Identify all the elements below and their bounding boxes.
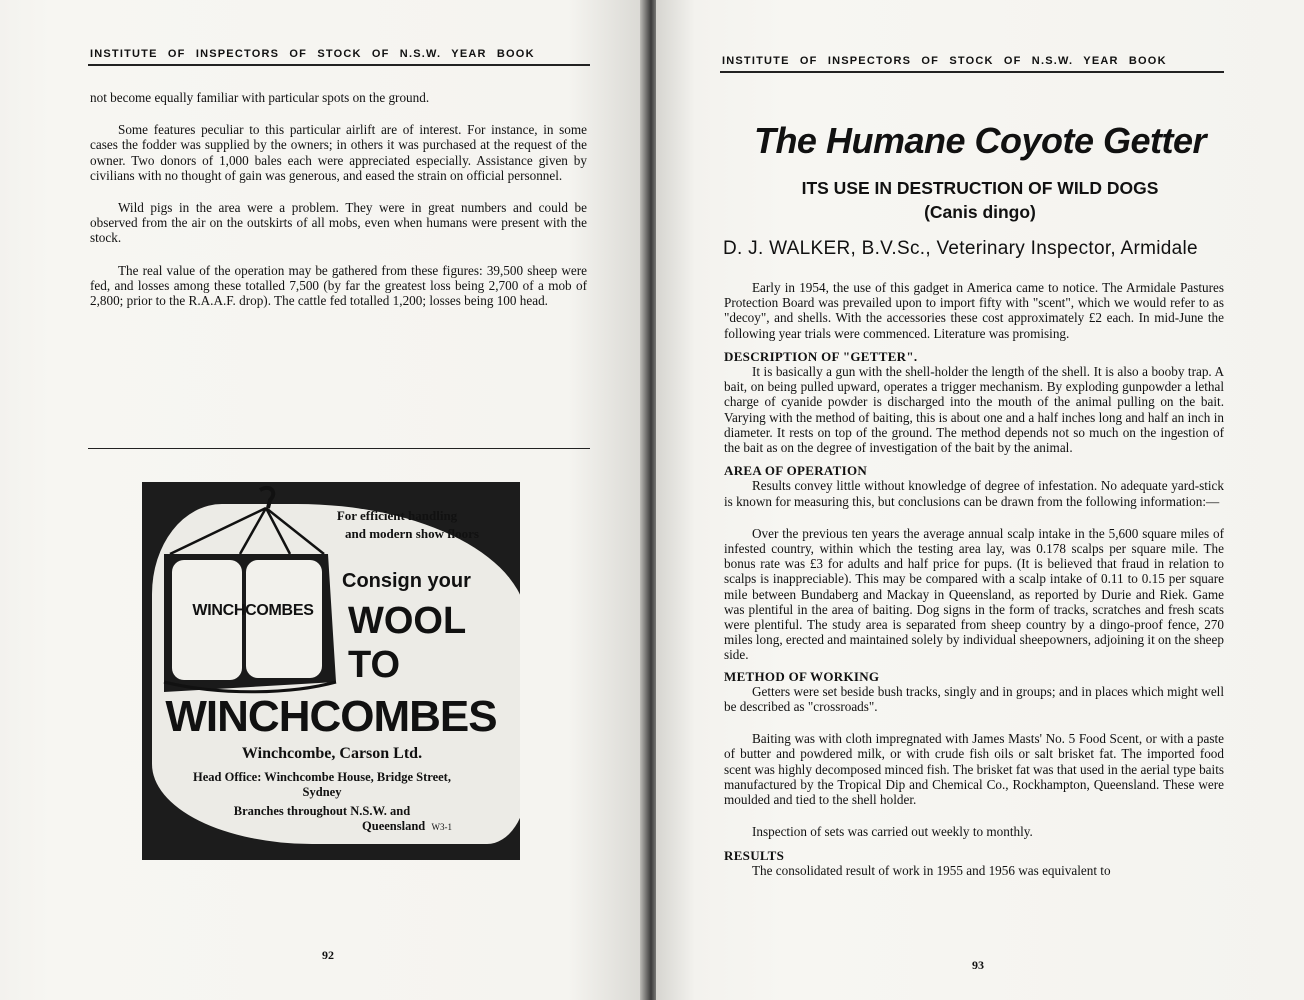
- paragraph: Wild pigs in the area were a problem. They were in great numbers and could be observed from the air on the outskirts of all mobs, even when humans were present with the stock.: [90, 200, 587, 246]
- header-rule: [88, 64, 590, 66]
- advert-branches: Queensland W3-1: [362, 819, 452, 833]
- running-head: INSTITUTE OF INSPECTORS OF STOCK OF N.S.W. YEAR BOOK: [90, 48, 535, 60]
- article-body: [724, 280, 1224, 878]
- section-divider: [88, 448, 590, 449]
- bale-brand-label: WINCHCOMBES: [192, 602, 314, 619]
- page-number: 93: [972, 958, 984, 972]
- article-subtitle: (Canis dingo): [924, 202, 1036, 222]
- article-title: The Humane Coyote Getter: [753, 120, 1207, 161]
- advert-brand: WINCHCOMBES: [165, 692, 497, 741]
- advert-company: Winchcombe, Carson Ltd.: [241, 745, 423, 762]
- advert-office: Head Office: Winchcombe House, Bridge Street,: [193, 770, 451, 784]
- section-heading: METHOD OF WORKING: [724, 668, 880, 684]
- paragraph: not become equally familiar with particular spots on the ground.: [90, 90, 430, 105]
- paragraph: The consolidated result of work in 1955 and 1956 was equivalent to: [752, 862, 1111, 878]
- advert-wool: WOOL: [348, 600, 467, 642]
- right-page: [656, 0, 1304, 1000]
- advert-to: TO: [348, 644, 401, 686]
- section-heading: DESCRIPTION OF "GETTER".: [724, 348, 918, 364]
- body-text: [90, 90, 587, 308]
- advert-code: W3-1: [431, 822, 452, 832]
- left-page: [0, 0, 646, 1000]
- advert-tagline: For efficient handling: [336, 508, 458, 523]
- section-heading: RESULTS: [724, 847, 785, 863]
- running-head: INSTITUTE OF INSPECTORS OF STOCK OF N.S.W. YEAR BOOK: [722, 55, 1167, 67]
- paragraph: Results convey little without knowledge of degree of infestation. No adequate yard-stick is known for measuring this, but conclusions can be drawn from the following information:—: [724, 478, 1224, 509]
- article-author: D. J. WALKER, B.V.Sc., Veterinary Inspector, Armidale: [723, 238, 1198, 259]
- advert-consign: Consign your: [342, 570, 471, 592]
- paragraph: Some features peculiar to this particular airlift are of interest. For instance, in some cases the fodder was supplied by the owners; in others it was purchased at the request of the owner. Two donors of 1,000 bales each were appreciated especially. Assistance given by civilians with no thought of gain was generous, and eased the strain on official personnel.: [90, 122, 587, 183]
- paragraph: The real value of the operation may be gathered from these figures: 39,500 sheep were fed, and losses among these totalled 7,500 (by far the greatest loss being 2,700 of a mob of 2,800; prior to the R.A.A.F. drop). The cattle fed totalled 1,200; losses being 100 head.: [90, 262, 587, 309]
- article-subtitle: ITS USE IN DESTRUCTION OF WILD DOGS: [801, 178, 1159, 198]
- paragraph: Early in 1954, the use of this gadget in America came to notice. The Armidale Pastures Protection Board was prevailed upon to import fifty with "scent", which we would refer to as "decoy", and shells. With the accessories these cost approximately £2 each. In mid-June the following year trials were commenced. Literature was promising.: [724, 280, 1224, 341]
- paragraph: Baiting was with cloth impregnated with James Masts' No. 5 Food Scent, or with a paste of butter and powdered milk, or with crude fish oils or salt brisket fat. The imported food scent was highly decomposed minced fish. The brisket fat was that used in the aerial type baits manufactured by the Tropical Dip and Chemical Co., Rockhampton, Queensland. These were moulded and tied to the shell holder.: [724, 731, 1224, 808]
- paragraph: Over the previous ten years the average annual scalp intake in the 5,600 square miles of infested country, within which the testing area lay, was 0.178 scalps per square mile. The bonus rate was £3 for adults and half price for pups. (It is believed that fraud in relation to scalps is inappreciable). This may be compared with a scalp intake of 0.11 to 0.15 per square mile between Bundaberg and Mackay in Queensland, as reported by Durie and Riek. Game was plentiful in the area of baiting. Dog signs in the form of tracks, scratches and fresh scats were plentiful. The study area is separated from sheep country by a dingo-proof fence, 270 miles long, erected and maintained solely by individual sheepowners, adjoining it on the sheep side.: [724, 525, 1224, 663]
- header-rule: [720, 71, 1224, 73]
- section-heading: AREA OF OPERATION: [724, 463, 868, 479]
- advert-tagline: and modern show floors: [345, 526, 479, 541]
- advert-office: Sydney: [302, 785, 342, 799]
- page-number: 92: [322, 948, 334, 962]
- paragraph: Inspection of sets was carried out weekly to monthly.: [752, 824, 1033, 840]
- winchcombes-advert: [142, 482, 520, 860]
- paragraph: Getters were set beside bush tracks, singly and in groups; and in places which might well be described as "crossroads".: [724, 683, 1224, 715]
- advert-branches: Branches throughout N.S.W. and: [233, 804, 411, 818]
- paragraph: It is basically a gun with the shell-holder the length of the shell. It is also a booby trap. A bait, on being pulled upward, operates a trigger mechanism. By exploding gunpowder a lethal charge of cyanide powder is discharged into the mouth of the animal pulling on the bait. Varying with the method of baiting, this is about one and a half inches long and half an inch in diameter. It rests on top of the ground. The method depends not so much on the ingestion of the bait as on the degree of investigation of the bait by the animal.: [724, 364, 1224, 456]
